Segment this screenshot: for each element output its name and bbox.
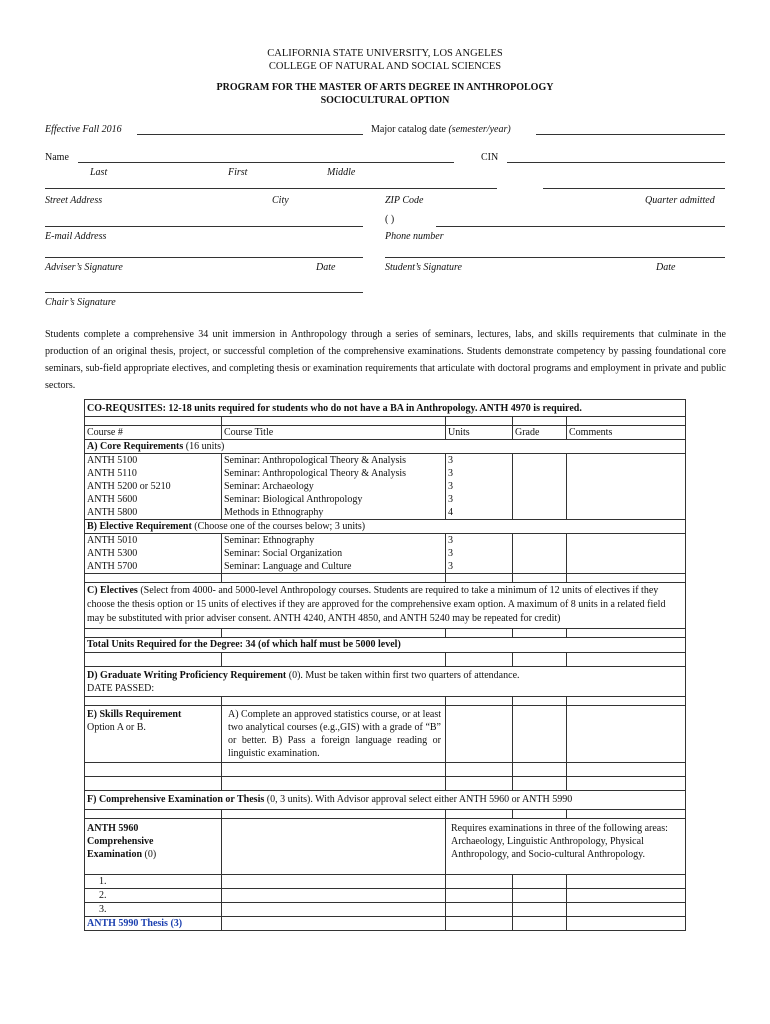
- adviser-signature-field[interactable]: [45, 257, 363, 258]
- thesis-link[interactable]: ANTH 5990 Thesis (3): [85, 917, 222, 931]
- table-row: ANTH 5110 Seminar: Anthropological Theory & Analysis 3: [85, 467, 686, 480]
- col-comments: Comments: [567, 426, 686, 440]
- table-row: ANTH 5800 Methods in Ethnography 4: [85, 506, 686, 520]
- student-signature-field[interactable]: [385, 257, 725, 258]
- zip-label: ZIP Code: [385, 195, 424, 206]
- student-signature-label: Student’s Signature: [385, 262, 462, 273]
- electives-c-row: C) Electives (Select from 4000- and 5000-level Anthropology courses. Students are required to take a minimum of 12 units of electives if they choose the thesis option or 15 units of electives if they are approved for the comprehensive exam option. A maximum of 8 units in a related field may be substituted with prior adviser consent. ANTH 4240, ANTH 4850, and ANTH 5240 may be repeated for credit): [85, 583, 686, 629]
- chair-signature-label: Chair’s Signature: [45, 297, 116, 308]
- adviser-signature-label: Adviser’s Signature: [45, 262, 123, 273]
- coreq-row: CO-REQUSITES: 12-18 units required for students who do not have a BA in Anthropology. ANTH 4970 is required.: [85, 400, 686, 417]
- col-units: Units: [446, 426, 513, 440]
- skills-row: E) Skills Requirement Option A or B. A) Complete an approved statistics course, or at least two analytical courses (e.g.,GIS) with a grade of “B” or better. B) Pass a foreign language reading or linguistic examination.: [85, 706, 686, 763]
- name-field[interactable]: [78, 162, 454, 163]
- comprehensive-heading: F) Comprehensive Examination or Thesis (0, 3 units). With Advisor approval select either ANTH 5960 or ANTH 5990: [85, 791, 686, 810]
- total-row: Total Units Required for the Degree: 34 (of which half must be 5000 level): [85, 638, 686, 653]
- table-row: ANTH 5300 Seminar: Social Organization 3: [85, 547, 686, 560]
- table-row: ANTH 5600 Seminar: Biological Anthropology 3: [85, 493, 686, 506]
- middle-label: Middle: [327, 167, 356, 178]
- table-row: ANTH 5010 Seminar: Ethnography 3: [85, 534, 686, 548]
- city-label: City: [272, 195, 289, 206]
- email-label: E-mail Address: [45, 231, 107, 242]
- email-field[interactable]: [45, 226, 363, 227]
- option-title: SOCIOCULTURAL OPTION: [320, 95, 450, 106]
- college-name: COLLEGE OF NATURAL AND SOCIAL SCIENCES: [268, 61, 502, 72]
- name-label: Name: [45, 152, 69, 163]
- adviser-date-label: Date: [316, 262, 336, 273]
- intro-paragraph: Students complete a comprehensive 34 unit immersion in Anthropology through a series of seminars, lectures, labs, and skills requirements that culminate in the production of an original thesis, project, or successful completion of the comprehensive examinations. Students demonstrate competency by passing foundational core seminars, sub-field appropriate electives, and completing thesis or examination requirements that articulate with doctoral programs and employment in private and public sectors.: [45, 329, 726, 391]
- quarter-field[interactable]: [543, 188, 725, 189]
- table-row: ANTH 5100 Seminar: Anthropological Theory & Analysis 3: [85, 454, 686, 468]
- col-grade: Grade: [513, 426, 567, 440]
- phone-field[interactable]: [436, 226, 725, 227]
- writing-row: D) Graduate Writing Proficiency Requirement (0). Must be taken within first two quarters of attendance. DATE PASSED:: [85, 667, 686, 697]
- requirements-table: CO-REQUSITES: 12-18 units required for students who do not have a BA in Anthropology. ANTH 4970 is required. Course # Course Title Units Grade Comments A) Core Requirements (16 units) ANTH 5100 Seminar: Anthropological Theory & Analysis 3 ANTH 5110 Seminar: Anthropological Theory & Analysis 3 ANTH 5200 or 5210 Seminar: Archaeology 3 ANTH 5600 Seminar: Biological Anthropology 3 ANTH 5800 Methods in Ethnography 4 B) Elective Requirement (Choose one of the courses below; 3 units) ANTH 5010 Seminar: Ethnography 3 ANTH 5300 Seminar: Social Organization 3 ANTH 5700 Seminar: Language and Culture 3 C) Electives (Select from 4000- and 5000-level Anthropology courses. Students are required to take a minimum of 12 units of electives if they choose the thesis option or 15 units of electives if they are approved for the comprehensive exam option. A maximum of 8 units in a related field may be substituted with prior adviser consent. ANTH 4240, ANTH 4850, and ANTH 5240 may be repeated for credit) Total Units Required for the Degree: 34 (of which half must be 5000 level) D) Graduate Writing Proficiency Requirement (0). Must be taken within first two quarters of attendance. DATE PASSED: E) Skills Requirement Option A or B. A) Complete an approved statistics course, or at least two analytical courses (e.g.,GIS) with a grade of “B” or better. B) Pass a foreign language reading or linguistic examination. F) Comprehensive Examination or Thesis (0, 3 units). With Advisor approval select either ANTH 5960 or ANTH 5990 ANTH 5960 Comprehensive Examination (0) Requires examinations in three of the following areas: Archaeology, Linguistic Anthropology, Physical Anthropology, and Socio-cultural Anthropology. 1. 2. 3. ANTH 5990 Thesis (3): [84, 399, 686, 931]
- phone-paren: ( ): [385, 214, 395, 225]
- program-title: PROGRAM FOR THE MASTER OF ARTS DEGREE IN ANTHROPOLOGY: [216, 82, 554, 93]
- university-name: CALIFORNIA STATE UNIVERSITY, LOS ANGELES: [267, 48, 503, 59]
- address-field[interactable]: [45, 188, 497, 189]
- catalog-field[interactable]: [536, 134, 725, 135]
- last-label: Last: [90, 167, 108, 178]
- catalog-label: Major catalog date (semester/year): [371, 124, 511, 135]
- effective-label: Effective Fall 2016: [45, 124, 122, 135]
- chair-signature-field[interactable]: [45, 292, 363, 293]
- effective-field[interactable]: [137, 134, 363, 135]
- column-headers: [85, 426, 686, 440]
- phone-label: Phone number: [385, 231, 444, 242]
- student-date-label: Date: [656, 262, 676, 273]
- col-title: Course Title: [222, 426, 446, 440]
- table-row: ANTH 5700 Seminar: Language and Culture 3: [85, 560, 686, 574]
- table-row: ANTH 5200 or 5210 Seminar: Archaeology 3: [85, 480, 686, 493]
- core-heading: A) Core Requirements (16 units): [85, 440, 686, 454]
- exam-row: ANTH 5960 Comprehensive Examination (0) Requires examinations in three of the following areas: Archaeology, Linguistic Anthropology, Physical Anthropology, and Socio-cultural Anthropology.: [85, 819, 686, 875]
- street-label: Street Address: [45, 195, 103, 206]
- col-course: Course #: [85, 426, 222, 440]
- cin-label: CIN: [481, 152, 499, 163]
- quarter-label: Quarter admitted: [645, 195, 715, 206]
- cin-field[interactable]: [507, 162, 725, 163]
- elective-heading: B) Elective Requirement (Choose one of the courses below; 3 units): [85, 520, 686, 534]
- first-label: First: [228, 167, 248, 178]
